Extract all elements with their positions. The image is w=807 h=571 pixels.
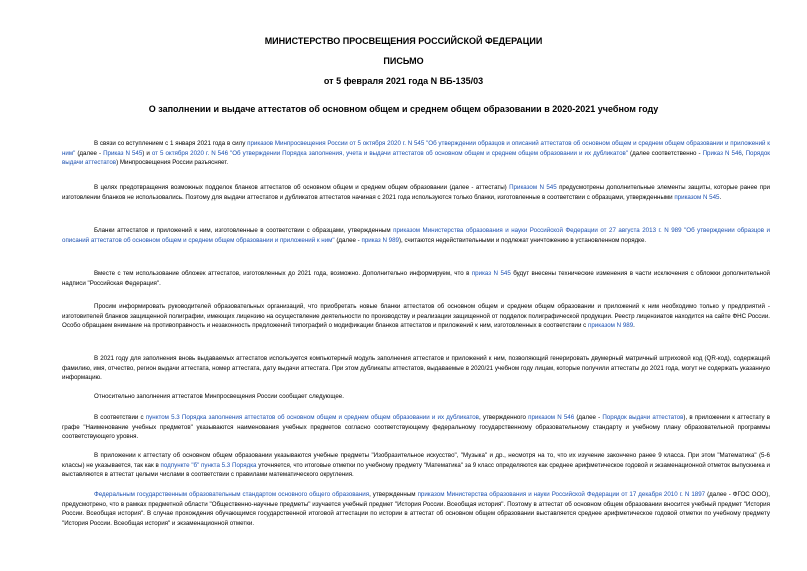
document-type: ПИСЬМО	[383, 56, 424, 66]
ministry-title: МИНИСТЕРСТВО ПРОСВЕЩЕНИЯ РОССИЙСКОЙ ФЕДЕРАЦИИ	[264, 36, 543, 46]
paragraph-text: (далее -	[75, 149, 104, 157]
document-link[interactable]: Порядок выдачи аттестатов	[602, 414, 684, 421]
paragraph-text: В соответствии с	[94, 414, 146, 421]
paragraph-2	[62, 183, 770, 202]
document-subject: О заполнении и выдаче аттестатов об основном общем и среднем общем образовании в 2020-2021 учебном году	[148, 104, 659, 114]
paragraph-text: Относительно заполнения аттестатов Минпросвещения России сообщает следующее.	[94, 393, 344, 400]
paragraph-9	[62, 451, 770, 480]
document-link[interactable]: приказом N 545	[674, 193, 720, 201]
paragraph-text: В связи со вступлением с 1 января 2021 года в силу	[94, 140, 248, 147]
paragraph-text: , утвержденным	[369, 491, 418, 498]
document-link[interactable]: Федеральным государственным образовательным стандартом основного общего образования	[94, 491, 370, 498]
paragraph-text: ), считаются недействительными и подлежат уничтожению в установленном порядке.	[399, 236, 647, 244]
paragraph-text: В приложении к аттестату об основном общем образовании указываются учебные предметы "Изобразительное искусство", "Музыка" и др., несмотря на то, что их изучение закончено ранее 9 класса. При этом "Математика" (5-6 классы) не указывается, так как в	[62, 452, 770, 469]
paragraph-text: .	[633, 322, 635, 330]
document-link[interactable]: приказом N 989	[587, 322, 634, 330]
paragraph-1	[62, 139, 770, 168]
document-link[interactable]: Приказом N 545	[509, 184, 557, 191]
document-link[interactable]: подпункте "б" пункта 5.3 Порядка	[160, 461, 257, 469]
document-link[interactable]: Приказ N 546	[702, 149, 742, 157]
paragraph-7	[62, 392, 770, 402]
paragraph-text: .	[719, 193, 722, 201]
paragraph-text: Вместе с тем использование обложек аттестатов, изготовленных до 2021 года, возможно. Дополнительно информируем, что в	[94, 270, 472, 277]
paragraph-text: (далее соответственно -	[628, 149, 703, 157]
document-link[interactable]: приказом Министерства образования и науки Российской Федерации от 27 августа 2013 г. N 989 "Об утверждении образцов и описаний аттестатов об основном общем и среднем общем образовании и приложений к ним"	[62, 227, 770, 244]
paragraph-4	[62, 269, 770, 288]
paragraph-text: ) и	[142, 149, 152, 157]
paragraph-10	[62, 490, 770, 528]
paragraph-text: (далее -	[334, 236, 362, 244]
paragraph-text: В 2021 году для заполнения вновь выдаваемых аттестатов используется компьютерный модуль заполнения аттестатов и приложений к ним, позволяющий генерировать двумерный матричный штриховой код (QR-код), содержащий фамилию, имя, отчество, регион выдачи аттестата, номер аттестата, дату выдачи аттестата. При этом дубликаты аттестатов, выдаваемые в 2020/21 учебном году лицам, которые получили аттестаты до 2021 года, могут не содержать указанную информацию.	[62, 355, 770, 382]
document-link[interactable]: Порядок выдачи аттестатов	[62, 149, 770, 167]
paragraph-text: (далее - ФГОС ООО), предусмотрено, что в рамках предметной области "Общественно-научные предметы" изучается учебный предмет "История России. Всеобщая история". Поэтому в аттестат об основном общем образовании вносится учебный предмет "История России. Всеобщая история". В случае прохождения обучающимся государственной итоговой аттестации по истории в аттестат об основном общем образовании выставляется среднее арифметическое годовой отметки по учебному предмету "История России. Всеобщая история" и экзаменационной отметки.	[62, 491, 770, 527]
paragraph-text: ), в приложении к аттестату в графе "Наименование учебных предметов" указываются наименования учебных предметов согласно соответствующему федеральному государственному образовательному стандарту и учебному плану образовательной программы соответствующего уровня.	[62, 414, 771, 441]
document-date-number: от 5 февраля 2021 года N ВБ-135/03	[323, 76, 484, 86]
paragraph-text: (далее -	[574, 414, 603, 421]
paragraph-text: уточняется, что итоговые отметки по учебному предмету "Математика" за 9 класс определяются как среднее арифметическое годовой и экзаменационной отметок выпускника и выставляются в аттестат целыми числами в соответствии с правилами математического округления.	[62, 461, 770, 479]
paragraph-text: предусмотрены дополнительные элементы защиты, которые ранее при изготовлении бланков не использовались. Поэтому для выдачи аттестатов и дубликатов аттестатов начиная с 2021 года используются только бланки, изготовленные в соответствии с образцами, утвержденными	[62, 184, 770, 201]
document-link[interactable]: приказом Министерства образования и науки Российской Федерации от 17 декабря 2010 г. N 1897	[417, 491, 706, 498]
document-link[interactable]: приказ N 989	[361, 236, 399, 244]
paragraph-text: Бланки аттестатов и приложений к ним, изготовленные в соответствии с образцами, утвержденным	[94, 227, 394, 234]
paragraph-5	[62, 302, 770, 331]
document-link[interactable]: Приказ N 545	[103, 149, 143, 157]
paragraph-text: будут внесены технические изменения в части исключения с обложки дополнительной надписи "Российская Федерация".	[62, 270, 770, 287]
paragraph-text: В целях предотвращения возможных подделок бланков аттестатов об основном общем и среднем общем образовании (далее - аттестаты)	[94, 184, 510, 191]
document-link[interactable]: от 5 октября 2020 г. N 546 "Об утверждении Порядка заполнения, учета и выдачи аттестатов об основном общем и среднем общем образовании и их дубликатов"	[151, 149, 629, 157]
paragraph-text: ) Минпросвещения России разъясняет.	[116, 159, 229, 167]
document-link[interactable]: приказом N 546	[528, 414, 575, 421]
paragraph-8	[62, 413, 770, 442]
paragraph-text: , утвержденного	[478, 414, 529, 421]
document-link[interactable]: приказ N 545	[471, 270, 511, 277]
paragraph-text: Просим информировать руководителей образовательных организаций, что приобретать новые бланки аттестатов об основном общем и среднем общем образовании и приложений к ним необходимо только у предприятий - изготовителей бланков защищенной полиграфии, имеющих лицензию на осуществление деятельности по производству и реализации защищенной от подделок полиграфической продукции. Реестр лицензиатов находится на сайте ФНС России. Особо обращаем внимание на противоправность и незаконность предложений типографий о модификации бланков аттестатов и приложений к ним, изготовленных в соответствии с	[62, 303, 770, 330]
document-link[interactable]: пунктом 5.3 Порядка заполнения аттестатов об основном общем и среднем общем образовании и их дубликатов	[145, 414, 479, 421]
paragraph-text: ,	[741, 149, 746, 157]
paragraph-6	[62, 354, 770, 383]
paragraph-3	[62, 226, 770, 245]
document-link[interactable]: приказов Минпросвещения России от 5 октября 2020 г. N 545 "Об утверждении образцов и описаний аттестатов об основном общем и среднем общем образовании и приложений к ним"	[62, 140, 771, 157]
